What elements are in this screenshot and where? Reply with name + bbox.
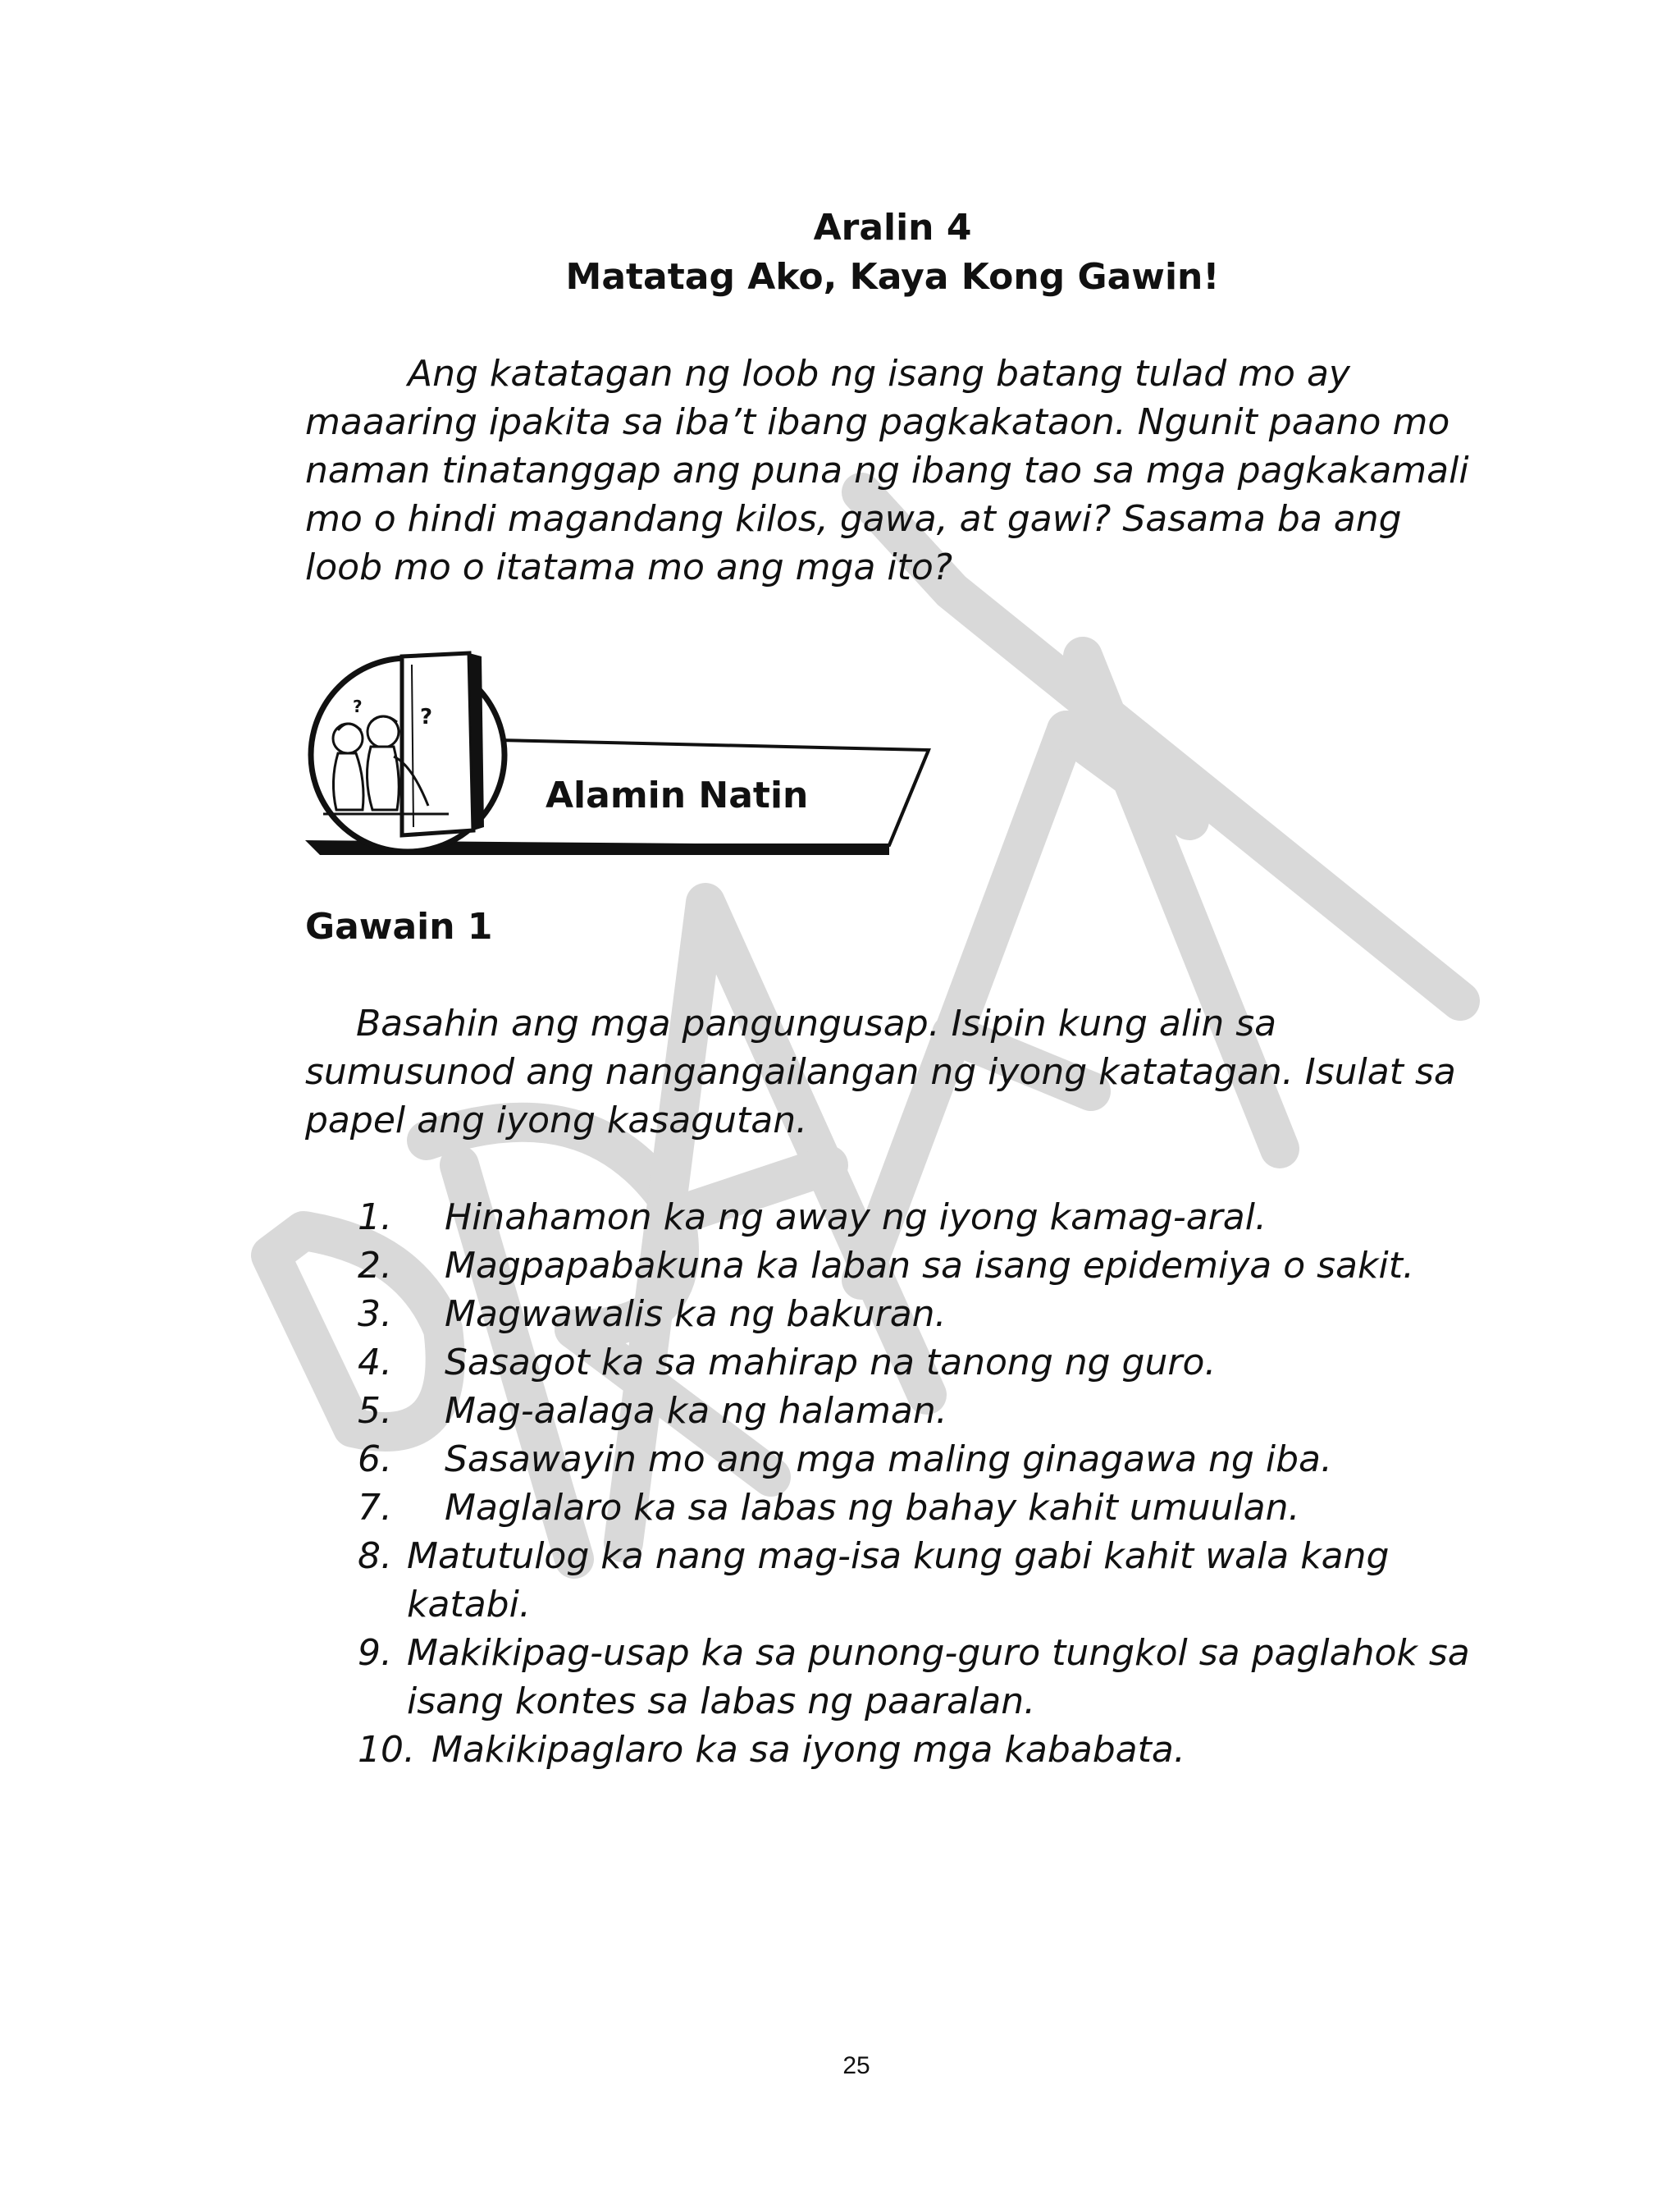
list-item <box>358 1193 1506 1241</box>
list-item <box>358 1484 1506 1532</box>
list-item-text: Matutulog ka nang mag-isa kung gabi kahit wala kang katabi. <box>407 1535 1390 1625</box>
list-item-text: Magwawalis ka ng bakuran. <box>445 1293 947 1335</box>
list-item <box>358 1435 1506 1484</box>
list-item <box>358 1387 1506 1435</box>
list-item <box>358 1629 1506 1726</box>
list-item-text: Magpapabakuna ka laban sa isang epidemiya o sakit. <box>445 1245 1414 1287</box>
list-item-number: 6. <box>358 1438 392 1480</box>
svg-text:?: ? <box>353 697 363 716</box>
list-item-text: Makikipaglaro ka sa iyong mga kababata. <box>431 1729 1185 1771</box>
list-item <box>358 1241 1506 1290</box>
list-item <box>358 1532 1506 1629</box>
svg-text:?: ? <box>420 705 433 729</box>
list-item <box>358 1338 1506 1387</box>
children-at-door-icon <box>311 653 504 852</box>
activity-heading: Gawain 1 <box>305 906 493 948</box>
list-item-number: 5. <box>358 1390 392 1432</box>
list-item-text: Hinahamon ka ng away ng iyong kamag-aral. <box>445 1196 1267 1238</box>
list-item-number: 4. <box>358 1342 392 1383</box>
list-item-number: 2. <box>358 1245 392 1287</box>
list-item-number: 10. <box>358 1729 415 1771</box>
activity-instructions: Basahin ang mga pangungusap. Isipin kung alin sa sumusunod ang nangangailangan ng iyong katatagan. Isulat sa papel ang iyong kasagutan. <box>305 1003 1456 1141</box>
page-number: 25 <box>842 2052 870 2079</box>
list-item-number: 9. <box>358 1632 392 1674</box>
list-item-text: Maglalaro ka sa labas ng bahay kahit umuulan. <box>445 1487 1300 1529</box>
list-item-number: 7. <box>358 1487 392 1529</box>
activity-list <box>358 1193 1506 1774</box>
intro-paragraph: Ang katatagan ng loob ng isang batang tulad mo ay maaaring ipakita sa iba’t ibang pagkakataon. Ngunit paano mo naman tinatanggap ang puna ng ibang tao sa mga pagkakamali mo o hindi magandang kilos, gawa, at gawi? Sasama ba ang loob mo o itatama mo ang mga ito? <box>305 353 1469 588</box>
list-item-text: Sasawayin mo ang mga maling ginagawa ng iba. <box>445 1438 1332 1480</box>
list-item-text: Makikipag-usap ka sa punong-guro tungkol sa paglahok sa isang kontes sa labas ng paaralan. <box>407 1632 1470 1722</box>
banner-label: Alamin Natin <box>546 775 809 816</box>
list-item-number: 8. <box>358 1535 392 1577</box>
list-item-text: Mag-aalaga ka ng halaman. <box>445 1390 947 1432</box>
lesson-title: Matatag Ako, Kaya Kong Gawin! <box>565 256 1220 298</box>
list-item <box>358 1726 1506 1774</box>
list-item-number: 1. <box>358 1196 392 1238</box>
list-item-text: Sasagot ka sa mahirap na tanong ng guro. <box>445 1342 1217 1383</box>
list-item-number: 3. <box>358 1293 392 1335</box>
alamin-natin-banner <box>305 642 945 855</box>
list-item <box>358 1290 1506 1338</box>
lesson-number: Aralin 4 <box>813 207 972 249</box>
